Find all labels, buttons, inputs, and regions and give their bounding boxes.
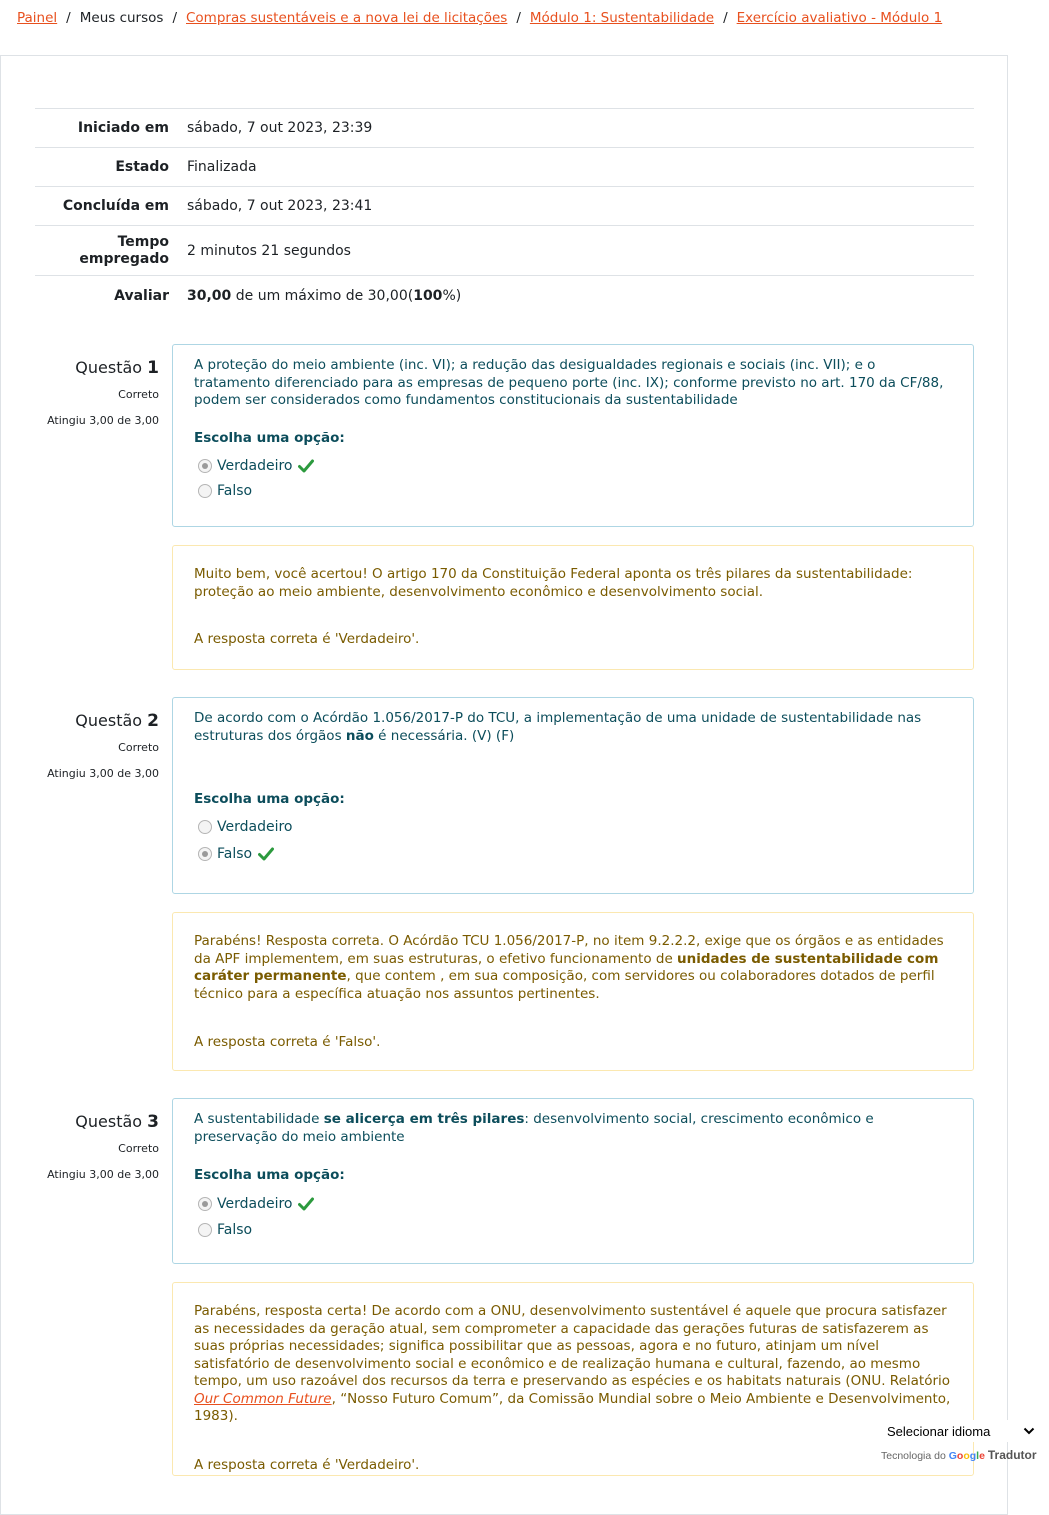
time-value: 2 minutos 21 segundos (187, 242, 351, 259)
right-answer: A resposta correta é 'Verdadeiro'. (194, 1456, 420, 1473)
grade-middle: de um máximo de 30,00( (231, 288, 414, 304)
option-falso[interactable] (194, 479, 952, 504)
grade-percent: 100 (413, 288, 443, 304)
general-feedback: Muito bem, você acertou! O artigo 170 da Constituição Federal aponta os três pilares da sustentabilidade: proteção ao meio ambiente, desenvolvimento econômico e desenvolvimento social. (194, 566, 913, 600)
answer-prompt: Escolha uma opção: (194, 429, 345, 446)
language-select[interactable] (881, 1420, 1039, 1442)
summary-row-grade (35, 276, 974, 316)
breadcrumb-painel[interactable]: Painel (17, 10, 58, 26)
question-grade: Atingiu 3,00 de 3,00 (47, 767, 159, 780)
answer-options (194, 454, 952, 504)
google-logo[interactable]: Google (948, 1450, 985, 1462)
option-falso[interactable] (194, 840, 952, 867)
feedback-text-part: , que contem , em sua composição, com servidores ou colaboradores dotados de perfil técnico para a específica atuação nos assuntos pertinentes. (194, 968, 935, 1002)
question-3-formulation (172, 1098, 974, 1264)
answer-options (194, 1191, 952, 1243)
option-verdadeiro[interactable] (194, 1191, 952, 1217)
question-2-info (35, 711, 159, 780)
time-label (35, 234, 171, 268)
option-label: Falso (217, 1222, 253, 1238)
option-label: Verdadeiro (217, 458, 293, 474)
question-number-value: 3 (147, 1112, 159, 1132)
correct-check-icon (298, 1197, 314, 1211)
state-label: Estado (115, 158, 169, 175)
powered-by-text: Tecnologia do (881, 1450, 946, 1462)
question-1-feedback (172, 545, 974, 670)
answer-options (194, 813, 952, 867)
general-feedback (194, 1303, 952, 1426)
radio-selected[interactable] (198, 847, 212, 861)
started-label: Iniciado em (77, 119, 169, 136)
question-1-info (35, 358, 159, 427)
completed-label: Concluída em (62, 197, 169, 214)
option-falso[interactable] (194, 1217, 952, 1243)
option-verdadeiro[interactable] (194, 454, 952, 479)
correct-check-icon (298, 459, 314, 473)
question-number (35, 711, 159, 731)
question-number (35, 1112, 159, 1132)
radio-unselected[interactable] (198, 1223, 212, 1237)
completed-value: sábado, 7 out 2023, 23:41 (187, 198, 373, 214)
question-text: A proteção do meio ambiente (inc. VI); a redução das desigualdades regionais e sociais (inc. VII); e o tratamento diferenciado para as empresas de pequeno porte (inc. IX); conforme previsto no art. 170 da CF/88, podem ser considerados como fundamentos constitucionais da sustentabilidade (194, 357, 944, 408)
breadcrumb-course[interactable]: Compras sustentáveis e a nova lei de licitações (186, 10, 508, 26)
radio-selected[interactable] (198, 1197, 212, 1211)
summary-row-completed (35, 187, 974, 226)
question-state: Correto (118, 741, 159, 754)
chevron-down-icon (1023, 1427, 1035, 1435)
question-state: Correto (118, 1142, 159, 1155)
general-feedback (194, 933, 952, 1003)
feedback-text-part: Parabéns, resposta certa! De acordo com a ONU, desenvolvimento sustentável é aquele que procura satisfazer as necessidades da geração atual, sem comprometer a capacidade das gerações futuras de satisfazerem as suas próprias necessidades; significa possibilitar que as pessoas, agora e no futuro, atinjam um nível satisfatório de desenvolvimento social e econômico e de realização humana e cultural, fazendo, ao mesmo tempo, um uso razoável dos recursos da terra e preservando as espécies e os habitats naturais (ONU. Relatório (194, 1303, 951, 1389)
breadcrumb-separator: / (516, 10, 521, 26)
question-number-value: 2 (147, 711, 159, 731)
summary-row-time (35, 226, 974, 276)
question-grade: Atingiu 3,00 de 3,00 (47, 1168, 159, 1181)
language-select-label: Selecionar idioma (887, 1423, 991, 1439)
summary-row-state (35, 148, 974, 187)
question-3-feedback (172, 1282, 974, 1476)
radio-selected[interactable] (198, 459, 212, 473)
started-value: sábado, 7 out 2023, 23:39 (187, 120, 373, 136)
question-1-formulation (172, 344, 974, 527)
option-verdadeiro[interactable] (194, 813, 952, 840)
grade-score: 30,00 (187, 288, 232, 304)
option-label: Verdadeiro (217, 818, 293, 835)
translator-text: Tradutor (987, 1448, 1037, 1462)
question-text-bold: se alicerça em três pilares (323, 1111, 525, 1127)
question-text-part: é necessária. (V) (F) (373, 727, 515, 744)
question-text (194, 710, 952, 745)
option-label: Verdadeiro (217, 1196, 293, 1212)
summary-row-started (35, 109, 974, 148)
radio-unselected[interactable] (198, 820, 212, 834)
grade-label: Avaliar (114, 287, 169, 304)
attempt-summary-table (35, 108, 974, 316)
quiz-review-card (0, 55, 1008, 1515)
translate-attribution (881, 1448, 1037, 1462)
breadcrumb-module[interactable]: Módulo 1: Sustentabilidade (529, 10, 715, 26)
state-value: Finalizada (187, 159, 257, 175)
answer-prompt: Escolha uma opção: (194, 791, 345, 807)
our-common-future-link[interactable]: Our Common Future (194, 1390, 332, 1407)
breadcrumb-separator: / (66, 10, 71, 26)
question-label: Questão (75, 358, 143, 377)
feedback-text-part: Parabéns! Resposta correta. O Acórdão TCU 1.056/2017-P, no item 9.2.2.2, exige que os órgãos e as entidades da APF implementem, em suas estruturas, o efetivo funcionamento de (194, 933, 944, 967)
right-answer: A resposta correta é 'Verdadeiro'. (194, 631, 420, 647)
breadcrumb-separator: / (172, 10, 177, 26)
question-state: Correto (118, 388, 159, 401)
time-label-line2: empregado (79, 250, 169, 267)
question-text-part: A sustentabilidade (194, 1111, 324, 1127)
question-text-bold: não (345, 727, 374, 744)
question-number-value: 1 (147, 358, 159, 378)
question-label: Questão (75, 711, 143, 730)
question-label: Questão (75, 1112, 143, 1131)
option-label: Falso (217, 845, 253, 862)
question-grade: Atingiu 3,00 de 3,00 (47, 414, 159, 427)
feedback-text-part: , “Nosso Futuro Comum”, da Comissão Mundial sobre o Meio Ambiente e Desenvolvimento, 1983). (194, 1390, 951, 1424)
right-answer: A resposta correta é 'Falso'. (194, 1034, 381, 1050)
question-text-part: De acordo com o Acórdão 1.056/2017-P do TCU, a implementação de uma unidade de sustentabilidade nas estruturas dos órgãos (194, 710, 922, 744)
question-text (194, 1111, 952, 1146)
feedback-text-bold: unidades de sustentabilidade com caráter permanente (194, 950, 939, 984)
grade-value (171, 288, 461, 304)
grade-end: %) (442, 288, 462, 304)
question-text-part: : desenvolvimento social, crescimento econômico e preservação do meio ambiente (194, 1111, 874, 1145)
question-3-info (35, 1112, 159, 1181)
radio-unselected[interactable] (198, 484, 212, 498)
correct-check-icon (258, 847, 274, 861)
breadcrumb (17, 10, 942, 26)
breadcrumb-meus-cursos: Meus cursos (79, 10, 164, 26)
option-label: Falso (217, 483, 253, 499)
breadcrumb-separator: / (723, 10, 728, 26)
question-number (35, 358, 159, 378)
question-2-feedback (172, 912, 974, 1071)
time-label-line1: Tempo (117, 233, 169, 250)
breadcrumb-quiz[interactable]: Exercício avaliativo - Módulo 1 (736, 10, 943, 26)
question-2-formulation (172, 697, 974, 894)
answer-prompt: Escolha uma opção: (194, 1167, 345, 1183)
